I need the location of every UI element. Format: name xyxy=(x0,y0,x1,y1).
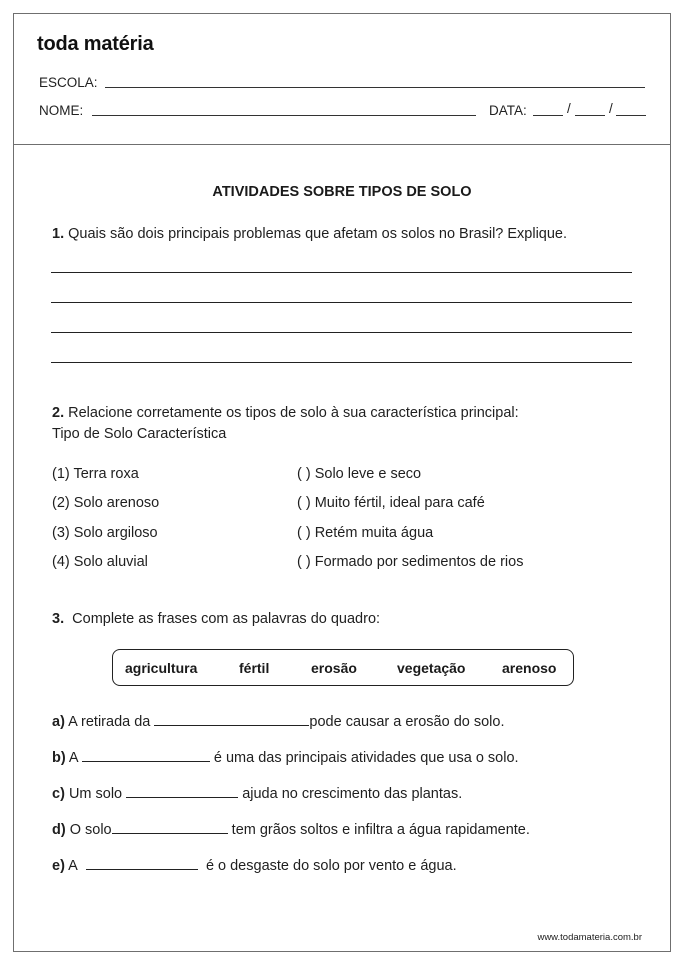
question-number: 1. xyxy=(52,226,65,242)
question-text: Relacione corretamente os tipos de solo à sua característica principal: xyxy=(68,405,519,421)
sentence-start: O solo xyxy=(69,822,112,838)
blank-field[interactable] xyxy=(112,819,228,834)
characteristic-item[interactable]: ( ) Solo leve e seco xyxy=(297,466,422,482)
date-month-field[interactable] xyxy=(575,115,605,116)
sentence-end: é o desgaste do solo por vento e água. xyxy=(205,858,457,874)
sentence-start: Um solo xyxy=(68,786,123,802)
characteristic-item[interactable]: ( ) Formado por sedimentos de rios xyxy=(297,554,524,570)
soil-type-item: (2) Solo arenoso xyxy=(52,495,160,511)
sentence-start: A retirada da xyxy=(68,714,151,730)
date-label: DATA: xyxy=(489,103,527,118)
footer-website: www.todamateria.com.br xyxy=(537,932,642,943)
item-letter: d) xyxy=(52,822,66,838)
word-bank-item: agricultura xyxy=(125,660,198,676)
question-text: Complete as frases com as palavras do quadro: xyxy=(72,611,381,627)
sentence-a xyxy=(52,711,504,730)
word-bank xyxy=(112,649,574,686)
blank-field[interactable] xyxy=(126,783,238,798)
sentence-b xyxy=(52,747,519,766)
blank-field[interactable] xyxy=(154,711,309,726)
sentence-end: pode causar a erosão do solo. xyxy=(309,714,505,730)
item-letter: b) xyxy=(52,750,66,766)
sentence-d xyxy=(52,819,530,838)
sentence-e xyxy=(52,855,457,874)
question-1 xyxy=(52,226,567,242)
soil-type-item: (4) Solo aluvial xyxy=(52,554,148,570)
question-3 xyxy=(52,611,380,627)
date-year-field[interactable] xyxy=(616,115,646,116)
header-divider xyxy=(14,144,670,145)
page-title: ATIVIDADES SOBRE TIPOS DE SOLO xyxy=(212,184,472,200)
sentence-start: A xyxy=(68,750,78,766)
question-number: 3. xyxy=(52,611,65,627)
sentence-end: é uma das principais atividades que usa o solo. xyxy=(213,750,519,766)
question-number: 2. xyxy=(52,405,65,421)
sentence-start: A xyxy=(68,858,78,874)
answer-line[interactable] xyxy=(51,272,632,273)
word-bank-item: vegetação xyxy=(397,660,466,676)
date-day-field[interactable] xyxy=(533,115,563,116)
question-2 xyxy=(52,405,519,421)
soil-type-item: (1) Terra roxa xyxy=(52,466,139,482)
school-field[interactable] xyxy=(105,87,645,88)
sentence-end: ajuda no crescimento das plantas. xyxy=(242,786,463,802)
brand-logo: toda matéria xyxy=(37,33,154,55)
word-bank-item: erosão xyxy=(311,660,357,676)
answer-line[interactable] xyxy=(51,362,632,363)
match-subheader: Tipo de Solo Característica xyxy=(52,426,227,442)
sentence-c xyxy=(52,783,462,802)
soil-type-item: (3) Solo argiloso xyxy=(52,525,158,541)
answer-line[interactable] xyxy=(51,302,632,303)
school-label: ESCOLA: xyxy=(39,75,98,90)
worksheet xyxy=(13,13,671,952)
blank-field[interactable] xyxy=(86,855,198,870)
word-bank-item: fértil xyxy=(239,660,270,676)
characteristic-item[interactable]: ( ) Retém muita água xyxy=(297,525,434,541)
date-separator: / xyxy=(609,101,613,116)
name-field[interactable] xyxy=(92,115,476,116)
item-letter: a) xyxy=(52,714,65,730)
date-separator: / xyxy=(567,101,571,116)
item-letter: c) xyxy=(52,786,65,802)
word-bank-item: arenoso xyxy=(502,660,557,676)
answer-line[interactable] xyxy=(51,332,632,333)
item-letter: e) xyxy=(52,858,65,874)
blank-field[interactable] xyxy=(82,747,210,762)
name-label: NOME: xyxy=(39,103,84,118)
characteristic-item[interactable]: ( ) Muito fértil, ideal para café xyxy=(297,495,485,511)
sentence-end: tem grãos soltos e infiltra a água rapidamente. xyxy=(231,822,530,838)
question-text: Quais são dois principais problemas que afetam os solos no Brasil? Explique. xyxy=(68,226,568,242)
